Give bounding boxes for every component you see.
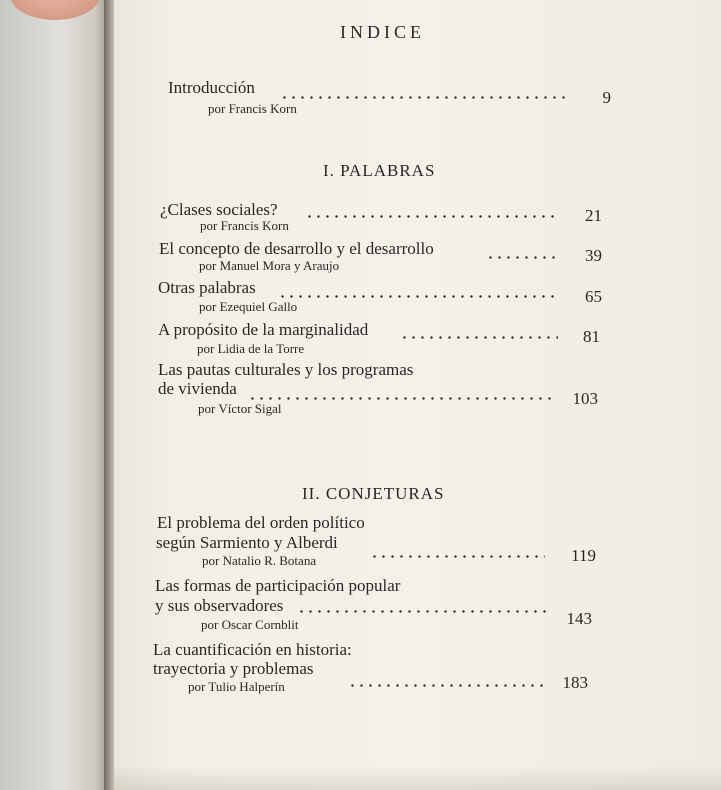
toc-page-number: 65 [585, 287, 602, 306]
index-heading: INDICE [340, 22, 425, 42]
toc-page-number: 183 [562, 673, 588, 692]
leader-dots [297, 610, 547, 613]
toc-page-number: 81 [583, 327, 600, 346]
toc-author: por Tulio Halperín [188, 679, 285, 694]
toc-page-number: 9 [602, 88, 611, 107]
toc-page-number: 21 [585, 206, 602, 225]
toc-title-line: y sus observadores [155, 596, 284, 615]
leader-dots [348, 684, 548, 687]
toc-author: por Francis Korn [208, 101, 297, 116]
leader-dots [248, 397, 554, 400]
section-heading: II. CONJETURAS [302, 484, 445, 503]
toc-title: Introducción [168, 78, 255, 97]
toc-author: por Natalio R. Botana [202, 553, 317, 568]
toc-page-number: 143 [566, 609, 592, 628]
leader-dots [305, 215, 560, 218]
toc-title-line: La cuantificación en historia: [153, 640, 352, 659]
toc-title-line: Las pautas culturales y los programas [158, 360, 414, 379]
leader-dots [370, 555, 545, 558]
section-heading: I. PALABRAS [323, 161, 436, 180]
toc-title-line: trayectoria y problemas [153, 659, 314, 678]
toc-title: El concepto de desarrollo y el desarrollo [159, 239, 434, 258]
leader-dots [278, 295, 558, 298]
leader-dots [280, 96, 565, 99]
toc-title-line: El problema del orden político [157, 513, 365, 532]
toc-page-number: 119 [571, 546, 596, 565]
toc-author: por Oscar Cornblit [201, 617, 299, 632]
toc-author: por Ezequiel Gallo [199, 299, 298, 314]
page-shadow [114, 766, 721, 790]
toc-title-line: de vivienda [158, 379, 237, 398]
toc-page-number: 39 [585, 246, 602, 265]
toc-title-line: Las formas de participación popular [155, 576, 401, 595]
leader-dots [400, 336, 558, 339]
toc-title: ¿Clases sociales? [160, 200, 278, 219]
toc-title-line: según Sarmiento y Alberdi [156, 533, 338, 552]
toc-page-number: 103 [572, 389, 598, 408]
toc-author: por Víctor Sigal [198, 401, 282, 416]
toc-author: por Manuel Mora y Araujo [199, 258, 340, 273]
toc-author: por Francis Korn [200, 218, 289, 233]
toc-author: por Lidia de la Torre [197, 341, 305, 356]
left-page-edge [0, 0, 112, 790]
leader-dots [486, 256, 558, 259]
toc-title: Otras palabras [158, 278, 256, 297]
toc-title: A propósito de la marginalidad [158, 320, 369, 339]
